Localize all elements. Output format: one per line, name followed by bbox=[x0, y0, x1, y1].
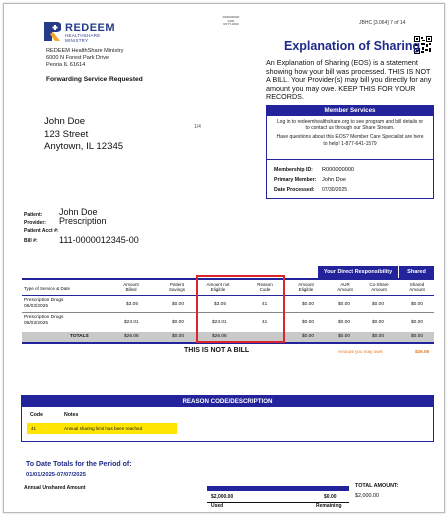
header-line: Eligible bbox=[210, 287, 226, 293]
totals-savings: $0.00 bbox=[172, 334, 185, 339]
recipient-name: John Doe bbox=[44, 116, 86, 127]
used-value: $2,000.00 bbox=[211, 494, 234, 500]
reason-code-header: REASON CODE/DESCRIPTION bbox=[22, 396, 433, 407]
recipient-city: Anytown, IL 12345 bbox=[44, 141, 124, 152]
row-not-eligible: $23.01 bbox=[212, 320, 227, 325]
header-line: Code bbox=[259, 287, 271, 293]
forwarding-notice: Forwarding Service Requested bbox=[46, 76, 143, 83]
totals-coshare: $0.00 bbox=[372, 334, 385, 339]
remaining-label: Remaining bbox=[316, 503, 342, 509]
patient-value: John Doe bbox=[59, 207, 98, 217]
logo-name: REDEEM bbox=[65, 22, 116, 34]
header-shared-amount bbox=[404, 282, 430, 293]
header-line: Amount bbox=[371, 287, 387, 293]
totals-aur: $0.00 bbox=[338, 334, 351, 339]
header-line: Amount bbox=[409, 287, 425, 293]
header-line: Amount bbox=[298, 282, 314, 287]
eos-description: An Explanation of Sharing (EOS) is a statement showing how your bill was processed. THIS IS NOT A BILL. Your Provider(s) may bill you directly for any amount you may owe. KEEP THIS FOR YOUR RECORDS. bbox=[266, 58, 432, 102]
barcode-line: 0000 bbox=[227, 18, 235, 23]
header-line: Patient bbox=[169, 282, 184, 287]
recipient-address bbox=[44, 116, 123, 154]
totals-billed: $26.06 bbox=[124, 334, 139, 339]
header-amount-eligible bbox=[292, 282, 320, 293]
bill-number-value: 111-0000012345-00 bbox=[59, 235, 139, 245]
field-value: R000000000 bbox=[322, 167, 355, 173]
row-eligible: $0.00 bbox=[302, 320, 315, 325]
row-aur: $0.00 bbox=[338, 320, 351, 325]
service-date: 06/03/2025 bbox=[24, 304, 49, 309]
annual-unshared-label: Annual Unshared Amount bbox=[24, 485, 86, 491]
shared-group-header: Shared bbox=[399, 266, 434, 278]
row-billed: $3.05 bbox=[126, 302, 139, 307]
reason-code-box bbox=[21, 395, 434, 442]
patient-label: Patient: bbox=[24, 212, 43, 218]
total-amount-label: TOTAL AMOUNT: bbox=[355, 483, 399, 489]
totals-shared: $0.00 bbox=[411, 334, 424, 339]
row-eligible: $0.00 bbox=[302, 302, 315, 307]
row-savings: $0.00 bbox=[172, 320, 185, 325]
totals-label: TOTALS bbox=[70, 334, 89, 339]
bill-number-label: Bill #: bbox=[24, 238, 38, 244]
field-label: Membership ID: bbox=[274, 167, 313, 173]
header-line: Amount bbox=[123, 282, 139, 287]
header-line: Billed bbox=[125, 287, 137, 293]
amount-owe-label: Amount you may owe: bbox=[338, 349, 384, 354]
patient-acct-label: Patient Acct #: bbox=[24, 228, 59, 234]
header-amount-billed bbox=[117, 282, 145, 293]
provider-label: Provider: bbox=[24, 220, 46, 226]
barcode-line: 0000000000 bbox=[222, 15, 240, 19]
page-reference: JBHC [3.064] 7 of 14 bbox=[359, 20, 406, 26]
eos-title: Explanation of Sharing bbox=[284, 39, 421, 53]
header-line: Savings bbox=[168, 287, 185, 293]
totals-eligible: $0.00 bbox=[302, 334, 315, 339]
header-service: Type of Service & Date bbox=[24, 286, 71, 291]
service-name: Prescription Drugs bbox=[24, 315, 64, 320]
row-reason-code: 41 bbox=[262, 302, 268, 307]
return-address-line: Peoria IL 61614 bbox=[46, 62, 86, 68]
member-services-login-text: Log in to redeemhealthshare.org to see program and bill details or to contact us through our Share Stream. bbox=[276, 119, 424, 132]
field-value: John Doe bbox=[322, 177, 346, 183]
date-totals-title: To Date Totals for the Period of: bbox=[26, 461, 132, 468]
header-line: Co-Share bbox=[369, 282, 389, 287]
row-coshare: $0.00 bbox=[372, 302, 385, 307]
reason-note: Annual sharing limit has been reached bbox=[64, 426, 143, 431]
row-not-eligible: $3.05 bbox=[214, 302, 227, 307]
header-line: Reason bbox=[257, 282, 273, 287]
header-line: Shared bbox=[409, 282, 425, 287]
row-shared: $0.00 bbox=[411, 302, 424, 307]
highlight-annotation bbox=[196, 275, 285, 343]
row-savings: $0.00 bbox=[172, 302, 185, 307]
redeem-logo-mark-icon bbox=[44, 22, 61, 41]
document-page bbox=[3, 3, 445, 513]
header-line: AUR bbox=[340, 282, 350, 287]
remaining-value: $0.00 bbox=[324, 494, 337, 500]
service-date: 06/03/2025 bbox=[24, 321, 49, 326]
redeem-logo bbox=[44, 22, 144, 42]
reason-code: 41 bbox=[31, 426, 37, 431]
barcode-line: RFTT-0000 bbox=[223, 22, 239, 27]
direct-responsibility-header: Your Direct Responsibility bbox=[318, 266, 398, 278]
usage-bar bbox=[207, 486, 349, 491]
mail-mark: 1/4 bbox=[194, 124, 201, 130]
header-line: Eligible bbox=[298, 287, 314, 293]
member-services-text bbox=[267, 116, 433, 147]
header-line: Amount bbox=[337, 287, 353, 293]
return-address bbox=[46, 48, 123, 69]
return-address-line: 6000 N Forest Park Drive bbox=[46, 55, 110, 61]
header-coshare-amount bbox=[365, 282, 393, 293]
code-column-header: Code bbox=[30, 412, 43, 418]
header-patient-savings bbox=[163, 282, 191, 293]
header-line: Amount not bbox=[206, 282, 230, 287]
recipient-street: 123 Street bbox=[44, 128, 89, 140]
row-aur: $0.00 bbox=[338, 302, 351, 307]
provider-value: Prescription bbox=[59, 216, 107, 226]
barcode-text bbox=[219, 16, 243, 27]
row-service bbox=[24, 315, 63, 327]
logo-subtitle: HEALTHSHARE MINISTRY bbox=[65, 33, 101, 43]
row-billed: $23.01 bbox=[124, 320, 139, 325]
field-value: 07/30/2025 bbox=[322, 187, 348, 193]
member-services-header: Member Services bbox=[267, 106, 433, 116]
service-name: Prescription Drugs bbox=[24, 298, 64, 303]
notes-column-header: Notes bbox=[64, 412, 79, 418]
used-label: Used bbox=[211, 503, 224, 509]
row-service bbox=[24, 298, 63, 310]
field-label: Primary Member: bbox=[274, 177, 317, 183]
row-coshare: $0.00 bbox=[372, 320, 385, 325]
row-shared: $0.00 bbox=[411, 320, 424, 325]
header-aur-amount bbox=[333, 282, 357, 293]
member-services-phone-text: Have questions about this EOS? Member Care Specialist are here to help! 1-877-641-1579 bbox=[276, 134, 424, 147]
not-a-bill-notice: THIS IS NOT A BILL bbox=[184, 347, 250, 354]
return-address-line: REDEEM HealthShare Ministry bbox=[46, 48, 124, 54]
member-services-divider bbox=[267, 159, 433, 160]
member-services-box bbox=[266, 105, 434, 199]
amount-owe-value: $26.06 bbox=[415, 349, 430, 354]
field-label: Date Processed: bbox=[274, 187, 315, 193]
total-amount-value: $2,000.00 bbox=[355, 493, 379, 499]
row-reason-code: 41 bbox=[262, 320, 268, 325]
date-totals-period: 01/01/2025-07/07/2025 bbox=[26, 472, 86, 478]
totals-not-eligible: $26.06 bbox=[212, 334, 227, 339]
